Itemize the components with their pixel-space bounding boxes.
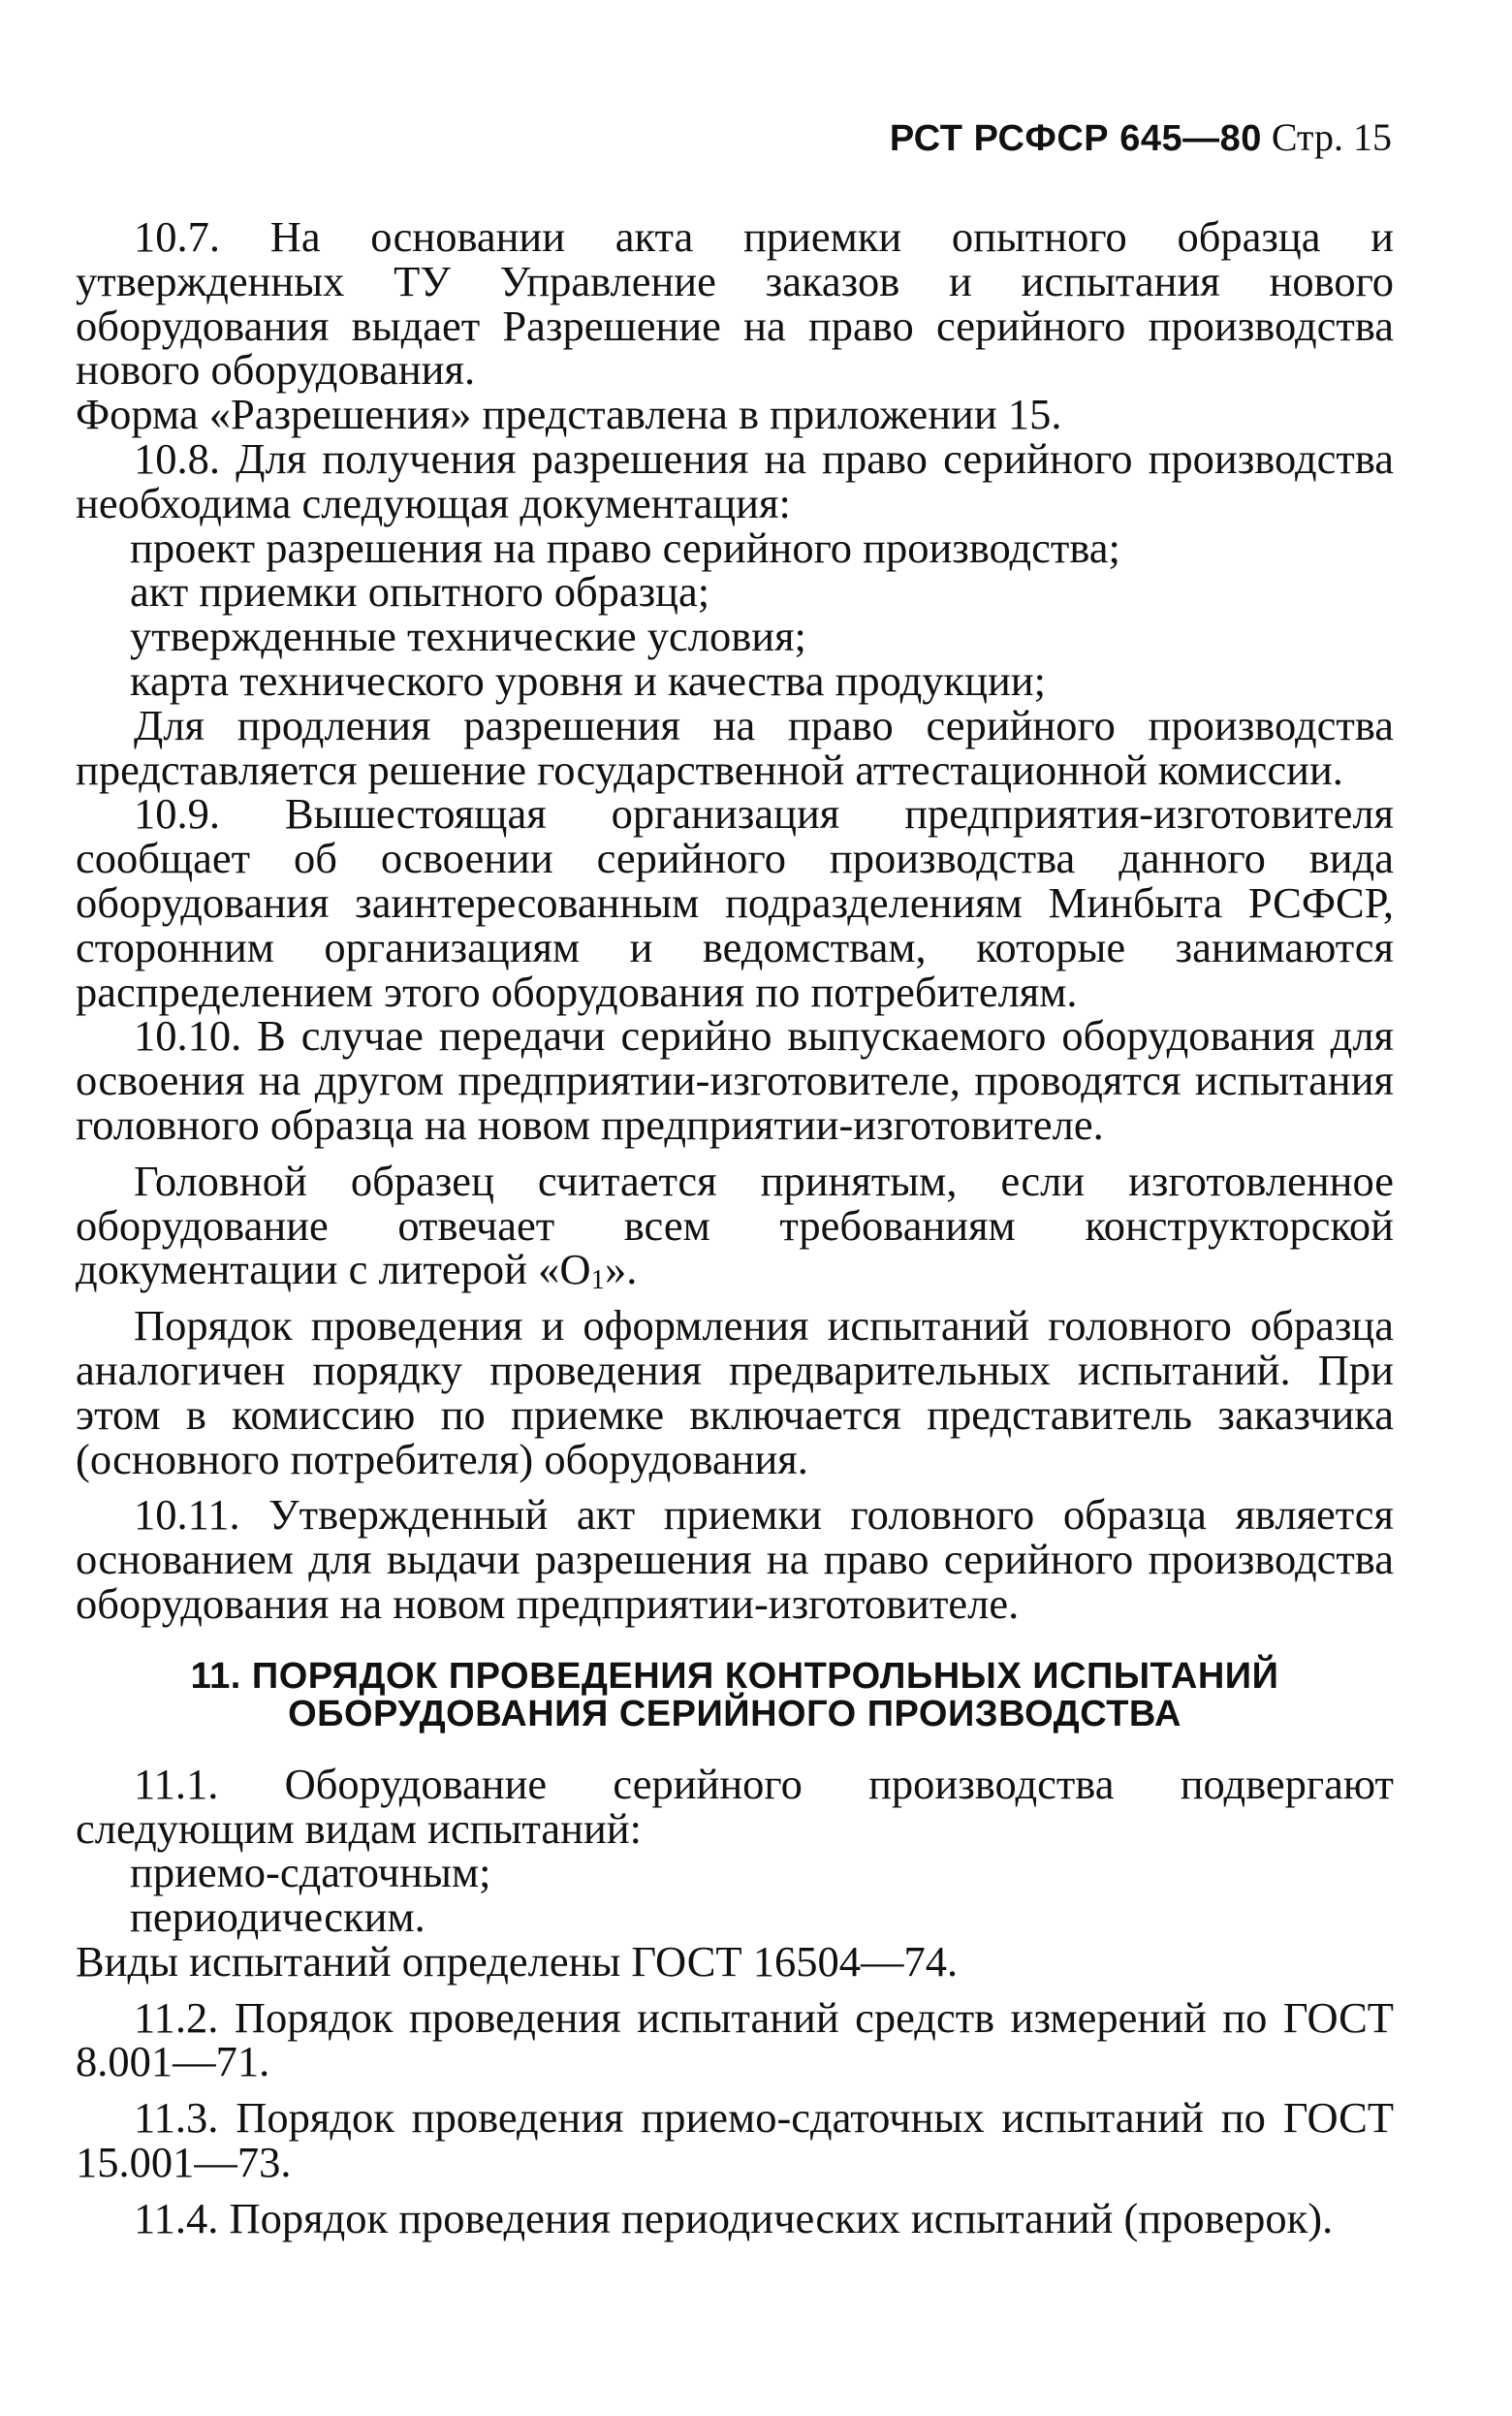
test-types-note: Виды испытаний определены ГОСТ 16504—74. bbox=[76, 1936, 959, 1986]
page-number: Стр. 15 bbox=[1271, 115, 1392, 159]
head-sample-text: Головной образец считается принятым, если изготовленное оборудование отвечает всем требованиям конструкторской документации с литерой «О bbox=[76, 1156, 1394, 1294]
page-header bbox=[890, 114, 1392, 160]
head-sample-end: ». bbox=[604, 1245, 638, 1294]
extension-note: Для продления разрешения на право серийного производства представляется решение государственной аттестационной комиссии. bbox=[76, 700, 1394, 794]
test-types-list bbox=[76, 1848, 1394, 1942]
clause-11-4: 11.4. Порядок проведения периодических испытаний (проверок). bbox=[134, 2193, 1334, 2242]
section-title-line: 11. ПОРЯДОК ПРОВЕДЕНИЯ КОНТРОЛЬНЫХ ИСПЫТАНИЙ bbox=[190, 1655, 1279, 1697]
head-sample-paragraph bbox=[76, 1156, 1394, 1296]
order-paragraph: Порядок проведения и оформления испытаний головного образца аналогичен порядку проведения предварительных испытаний. При этом в комиссию по приемке включается представитель заказчика (основного потребителя) оборудования. bbox=[76, 1301, 1394, 1483]
clause-11-1: 11.1. Оборудование серийного производства подвергают следующим видам испытаний: bbox=[76, 1759, 1394, 1853]
list-item: карта технического уровня и качества продукции; bbox=[130, 655, 1046, 705]
document-body bbox=[76, 212, 1394, 2242]
clause-10-7: 10.7. На основании акта приемки опытного образца и утвержденных ТУ Управление заказов и испытания нового оборудования выдает Разрешение на право серийного производства нового оборудования. bbox=[76, 212, 1394, 395]
clause-11-3: 11.3. Порядок проведения приемо-сдаточных испытаний по ГОСТ 15.001—73. bbox=[76, 2093, 1394, 2187]
list-item: утвержденные технические условия; bbox=[130, 612, 806, 661]
documentation-list bbox=[76, 523, 1394, 705]
list-item: приемо-сдаточным; bbox=[130, 1848, 491, 1897]
clause-10-9: 10.9. Вышестоящая организация предприятия-изготовителя сообщает об освоении серийного производства данного вида оборудования заинтересованным подразделениям Минбыта РСФСР, сторонним организациям и ведомствам, которые занимаются распределением этого оборудования по потребителям. bbox=[76, 789, 1394, 1016]
clause-11-2: 11.2. Порядок проведения испытаний средств измерений по ГОСТ 8.001—71. bbox=[76, 1992, 1394, 2086]
clause-10-10: 10.10. В случае передачи серийно выпускаемого оборудования для освоения на другом предприятии-изготовителе, проводятся испытания головного образца на новом предприятии-изготовителе. bbox=[76, 1011, 1394, 1149]
clause-10-11: 10.11. Утвержденный акт приемки головного образца является основанием для выдачи разрешения на право серийного производства оборудования на новом предприятии-изготовителе. bbox=[76, 1490, 1394, 1628]
clause-10-8: 10.8. Для получения разрешения на право серийного производства необходима следующая документация: bbox=[76, 433, 1394, 527]
litera-subscript: 1 bbox=[590, 1264, 605, 1296]
list-item: проект разрешения на право серийного производства; bbox=[130, 523, 1120, 572]
list-item: акт приемки опытного образца; bbox=[130, 567, 710, 617]
document-number: РСТ РСФСР 645—80 bbox=[889, 118, 1262, 159]
form-note: Форма «Разрешения» представлена в приложении 15. bbox=[76, 390, 1062, 439]
list-item: периодическим. bbox=[130, 1892, 425, 1942]
section-11-title bbox=[76, 1655, 1394, 1734]
section-title-line: ОБОРУДОВАНИЯ СЕРИЙНОГО ПРОИЗВОДСТВА bbox=[288, 1693, 1181, 1734]
